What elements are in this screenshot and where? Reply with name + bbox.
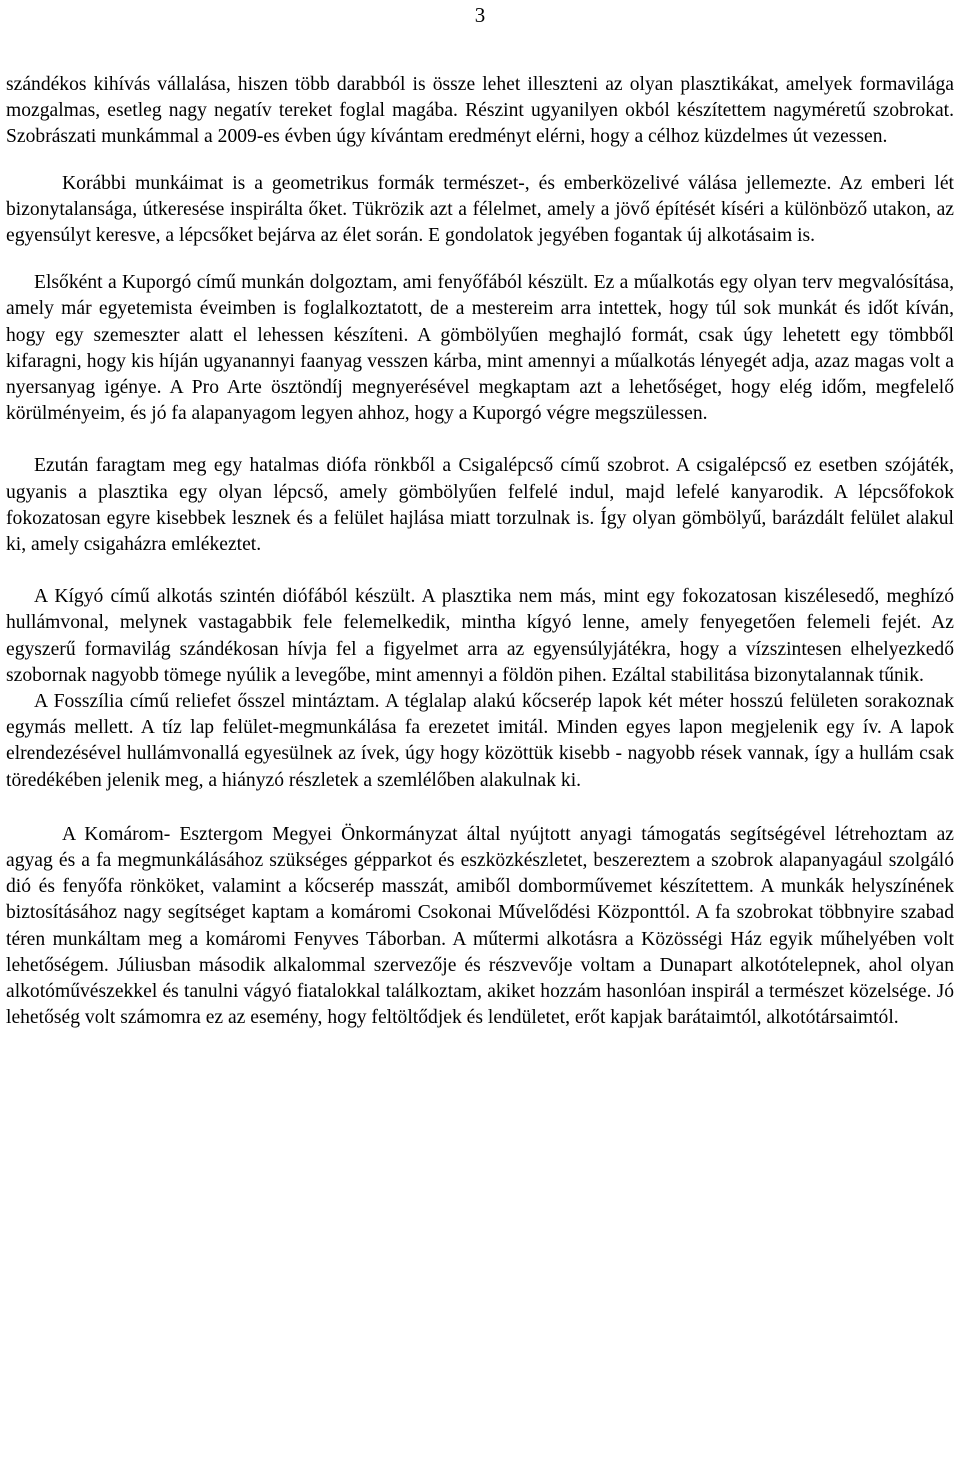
paragraph-kigyo: A Kígyó című alkotás szintén diófából készült. A plasztika nem más, mint egy fokozatosan kiszélesedő, meghízó hullámvonal, melynek vastagabbik fele felemelkedik, mintha kígyó lenne, amely fenyegetően felemeli fejét. Az egyszerű formavilág szándékosan hívja fel a figyelmet arra az egyensúlyjátékra, hogy a vízszintesen elhelyezkedő szobornak nagyobb tömege nyúlik a levegőbe, mint amennyi a földön pihen. Ezáltal stabilitása bizonytalannak tűnik. (6, 586, 954, 686)
paragraph-csigalepcso: Ezután faragtam meg egy hatalmas diófa rönkből a Csigalépcső című szobrot. A csigalépcső ez esetben szójáték, ugyanis a plasztika egy olyan lépcső, amely gömbölyűen felfelé indul, majd lefelé kanyarodik. A lépcsőfokok fokozatosan egyre kisebbek lesznek és a felület hajlása miatt torzulnak is. Így olyan gömbölyű, barázdált felület alakul ki, amely csigaházra emlékeztet. (6, 455, 954, 556)
paragraph-earlier-works: Korábbi munkáimat is a geometrikus formák természet-, és emberközelivé válása jellemezte. Az emberi lét bizonytalansága, útkeresése inspirálta őket. Tükrözik azt a félelmet, amely a jövő építését kíséri a különböző utakon, az egyensúlyt keresve, a lépcsőket bejárva az élet során. E gondolatok jegyében fogantak új alkotásaim is. (6, 172, 954, 247)
paragraph-acknowledgements: A Komárom- Esztergom Megyei Önkormányzat által nyújtott anyagi támogatás segítségével létrehoztam az agyag és a fa megmunkálásához szükséges gépparkot és eszközkészletet, beszereztem a szobrok alapanyagául szolgáló dió és fenyőfa rönköket, valamint a kőcserép masszát, amiből domborművemet készítettem. A munkák helyszínének biztosításához nagy segítséget kaptam a komáromi Csokonai Művelődési Központtól. A fa szobrokat többnyire szabad téren munkáltam meg a komáromi Fenyves Táborban. A műtermi alkotásra a Közösségi Ház egyik műhelyében volt lehetőségem. Júliusban második alkalommal szervezője és részvevője voltam a Dunapart alkotótelepnek, ahol olyan alkotóművészekkel és tanulni vágyó fiatalokkal találkoztam, akiket hozzám hasonlóan inspirál a természet közelsége. Jó lehetőség volt számomra ez az esemény, hogy feltöltődjek és lendületet, erőt kapjak barátaimtól, alkotótársaimtól. (6, 823, 954, 1029)
paragraph-intro-continuation: szándékos kihívás vállalása, hiszen több darabból is össze lehet illeszteni az olyan plasztikákat, amelyek formavilága mozgalmas, esetleg nagy negatív tereket foglal magába. Részint ugyanilyen okból készítettem nagyméretű szobrokat. Szobrászati munkámmal a 2009-es évben úgy kívántam eredményt elérni, hogy a célhoz küzdelmes út vezessen. (6, 74, 954, 148)
paragraph-fosszilia: A Fosszília című reliefet ősszel mintáztam. A téglalap alakú kőcserép lapok két méter hosszú felületen sorakoznak egymás mellett. A tíz lap felület-megmunkálása fa erezetet imitál. Minden egyes lapon megjelenik egy ív. A lapok elrendezésével hullámvonallá egyesülnek az ívek, úgy hogy közöttük kisebb - nagyobb rések vannak, így a hullám csak töredékében jelenik meg, a hiányzó részletek a szemlélőben alakulnak ki. (6, 691, 954, 791)
paragraph-kuporgo: Elsőként a Kuporgó című munkán dolgoztam, ami fenyőfából készült. Ez a műalkotás egy olyan terv megvalósítása, amely már egyetemista éveimben is foglalkoztatott, de a mestereim arra intettek, hogy túl sok munkát és időt kíván, hogy egy szemeszter alatt el lehessen készíteni. A gömbölyűen meghajló formát, csak úgy lehetett egy tömbből kifaragni, hogy kis híján ugyanannyi faanyag vesszen kárba, mint amennyi a műalkotás lényegét adja, azaz magas volt a nyersanyag igénye. A Pro Arte ösztöndíj megnyerésével megkaptam azt a lehetőséget, hogy elég időm, megfelelő körülményeim, és jó fa alapanyagom legyen ahhoz, hogy a Kuporgó végre megszülessen. (6, 272, 954, 425)
page-number: 3 (474, 3, 486, 27)
document-body (6, 72, 954, 1032)
